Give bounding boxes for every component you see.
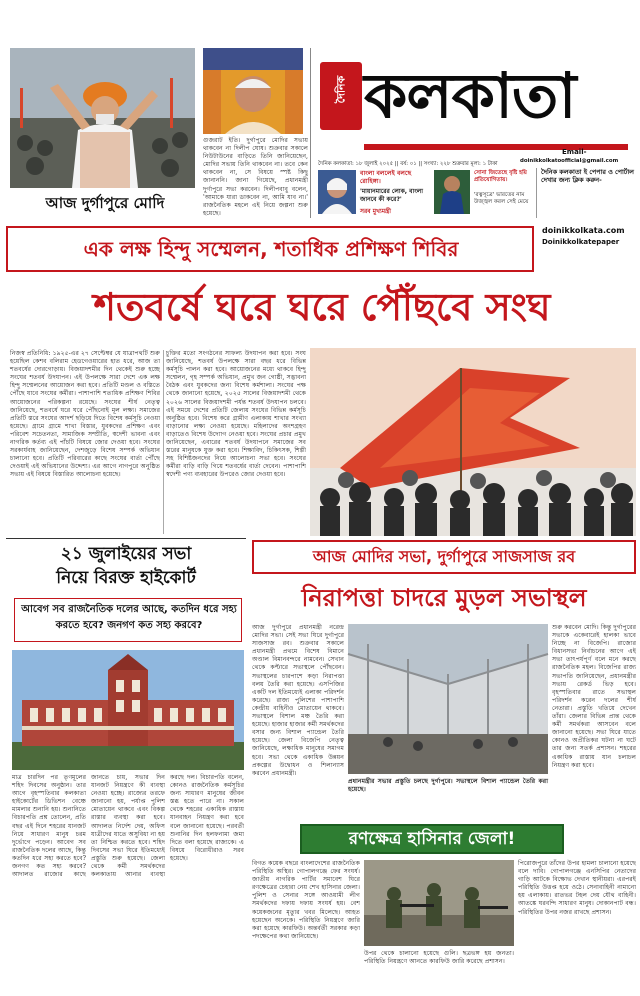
dilip-portrait-illustration — [203, 48, 303, 134]
hc-quote: আবেগ সব রাজনৈতিক দলের আছে, কতদিন ধরে সহ্য করতে হবে? জনগণ কত সহ্য করবে? — [21, 604, 237, 631]
pandal-illustration — [348, 624, 548, 774]
modi-body-left: আজ দুর্গাপুরে প্রধানমন্ত্রী নরেন্দ্র মোদির সভা। সেই সভা ঘিরে দুর্গাপুরে সাজসাজ রব। শুক্রবার সকালে প্রধানমন্ত্রী প্রথমে বিশেষ বিমানে অণ্ডাল বিমানবন্দরে নামবেন। সেখান থেকে কপ্টারে সভাস্থলে পৌঁছবেন। সভাস্থলের চারপাশে কড়া নিরাপত্তা বলয় তৈরি করা হয়েছে। এসপিজির একটি দল ইতিমধ্যেই এলাকা পরিদর্শন করেছে। রাজ্য পুলিশের পাশাপাশি কেন্দ্রীয় বাহিনীও মোতায়েন থাকবে। সভাস্থলে বিশাল মঞ্চ তৈরি করা হয়েছে। হাজার হাজার কর্মী সমর্থকদের বসার জন্য বিশাল প্যান্ডেল তৈরি হয়েছে। জেলা বিজেপি নেতৃত্ব জানিয়েছে, লক্ষাধিক মানুষের সমাগম হবে। সভা থেকে একাধিক উন্নয়ন প্রকল্পের উদ্বোধন ও শিলান্যাস করবেন প্রধানমন্ত্রী। — [252, 624, 344, 777]
modi-rally-photo — [10, 48, 195, 188]
brand-underline — [364, 144, 628, 150]
bd-col-3: পিরোজপুরে তাঁদের উপর হামলা চালানো হয়েছে বলে দাবি। গোপালগঞ্জে এনসিপির নেতাদের গাড়ি আটকে বিক্ষোভ দেখান স্থানীয়রা। এরপরই পরিস্থিতি উত্তপ্ত হয়ে ওঠে। সেনাবাহিনী নামানো হয় এলাকায়। রাতভর টহল দেয় যৌথ বাহিনী। আতঙ্কে ঘরবন্দি সাধারণ মানুষ। দোকানপাট বন্ধ। পরিস্থিতির উপর নজর রাখছে প্রশাসন। — [518, 860, 636, 916]
teaser-1-headline: বাংলা বললেই বলছে রোহিঙ্গা। — [360, 170, 412, 185]
dilip-ghosh-text: গুজরাট ইতি। দুর্গাপুরে মোদির সভায় থাকবেন না দিলীপ ঘোষ। শুক্রবার সকালে নিউটাউনের বাড়িতে তিনি জানিয়েছেন, মোদির সভায় তিনি থাকবেন না। তবে কেন থাকবেন না, সে বিষয়ে স্পষ্ট কিছু জানাননি। জানা গিয়েছে, প্রধানমন্ত্রী দুর্গাপুরে সভা করবেন। দিলীপবাবু বলেন, 'আমাকে যারা ডাকবেন না, আমি যাব না।' রাজনৈতিক মহলে এই নিয়ে জল্পনা শুরু হয়েছে। — [203, 137, 308, 217]
masthead — [316, 46, 634, 158]
sabha-pandal-photo — [348, 624, 548, 774]
modi-photo-caption: প্রধানমন্ত্রীর সভার প্রস্তুতি চলছে দুর্গাপুরে। সভাস্থলে বিশাল প্যান্ডেল তৈরি করা হয়েছে। — [348, 778, 548, 794]
teaser-1[interactable] — [318, 170, 430, 216]
modi-kicker: আজ মোদির সভা, দুর্গাপুরে সাজসাজ রব — [312, 547, 576, 566]
lead-col-sep — [163, 350, 164, 534]
teaser-2-headline: সোনা জিতেছে বৃষ্টি হয়ি প্রতিযোগিতায়। — [474, 170, 527, 184]
dilip-ghosh-photo — [203, 48, 303, 134]
lead-col-1: নিজস্ব প্রতিনিধি: ১৯২৫-এর ২৭ সেপ্টেম্বর যে যাত্রাপথটি শুরু হয়েছিল কেশব বলিরাম হেডগেওয়ারের হাত ধরে, আজ তা শতবর্ষের দোরগোড়ায়। বিজয়াদশমীর দিন থেকেই শুরু হচ্ছে সংঘের শতবর্ষ উদযাপন। এই উপলক্ষে সারা দেশে এক লক্ষ হিন্দু সম্মেলনের আয়োজন করা হবে। প্রতিটি মণ্ডল ও বস্তিতে পৌঁছে যাবে সংঘের কর্মীরা। পাশাপাশি শতাধিক প্রশিক্ষণ শিবির আয়োজনের পরিকল্পনা রয়েছে। সংঘের শীর্ষ নেতৃত্ব জানিয়েছে, শতবর্ষে ঘরে ঘরে পৌঁছনোই মূল লক্ষ্য। সমাজের প্রতিটি স্তরে সংঘের আদর্শ ছড়িয়ে দিতে বিশেষ কর্মসূচি নেওয়া হয়েছে। গ্রামে গ্রামে শাখা বিস্তার, যুবকদের প্রশিক্ষণ এবং পরিবেশ সচেতনতা, সামাজিক সম্প্রীতি, স্বদেশী ভাবনা এবং নাগরিক কর্তব্য এই পাঁচটি বিষয়ে জোর দেওয়া হবে। সংঘের সরকার্যবাহ জানিয়েছেন, দেশজুড়ে বিশেষ সম্পর্ক অভিযান চালানো হবে। প্রতিটি পরিবারের কাছে সংঘের বার্তা পৌঁছে দেওয়াই এই অভিযানের উদ্দেশ্য। এর আগে নাগপুরে অনুষ্ঠিত সভায় এই বিষয়ে বিস্তারিত আলোচনা হয়েছে। — [10, 350, 160, 479]
rss-crowd-illustration — [310, 348, 636, 536]
top-separator — [310, 48, 311, 218]
email-label: Email- — [562, 148, 587, 156]
teaser-2-quote: 'রত্নসূত্রে' ভারতের নাম উজ্জ্বল করল সেই মেয়ে — [474, 192, 529, 206]
email-address[interactable]: doinikkolkatoofficial@gmail.com — [520, 158, 619, 164]
dateline: দৈনিক কলকাতা: ১৮ জুলাই ২০২৫ || বর্ষ: ০১ || সংখ্যা: ২২৮ শুক্রবার মূল্য: ১ টাকা — [318, 161, 498, 167]
bd-clash-photo — [364, 860, 514, 946]
bd-col-1: বিগত কয়েক বছরে বাংলাদেশের রাজনৈতিক পরিস্থিতি অস্থির। গোপালগঞ্জে ফের সংঘর্ষ। জাতীয় নাগরিক পার্টির সমাবেশ ঘিরে রণক্ষেত্রের চেহারা নেয় শেখ হাসিনার জেলা। পুলিশ ও সেনার সঙ্গে আওয়ামী লীগ সমর্থকদের দফায় দফায় সংঘর্ষ হয়। বেশ কয়েকজনের মৃত্যুর খবর মিলেছে। আহত হয়েছেন অনেকে। পরিস্থিতি নিয়ন্ত্রণে জারি করা হয়েছে কারফিউ। অন্তর্বর্তী সরকার কড়া পদক্ষেপের কথা জানিয়েছে। — [252, 860, 360, 940]
bd-photo-caption: উপর থেকে চালানো হয়েছে গুলি। ছত্রভঙ্গ হয় জনতা। পরিস্থিতি নিয়ন্ত্রণে আনতে কারফিউ জারি করেছে প্রশাসন। — [364, 950, 514, 966]
lead-col-2: চুক্তির মতো সংগঠনের সাফল্য উদযাপন করা হবে। সংঘ জানিয়েছে, শতবর্ষ উপলক্ষে সারা বছর ধরে বিভিন্ন কর্মসূচি পালন করা হবে। আয়োজনের মধ্যে থাকবে হিন্দু সম্মেলন, গৃহ সম্পর্ক অভিযান, প্রমুখ জন গোষ্ঠী, সদ্ভাবনা বৈঠক এবং যুবকদের জন্য বিশেষ কর্মশালা। সংঘের পক্ষ থেকে জানানো হয়েছে, ২০২৫ সালের বিজয়াদশমী থেকে ২০২৬ সালের বিজয়াদশমী পর্যন্ত শতবর্ষ উদযাপন চলবে। এই সময়ে দেশের প্রতিটি জেলায় সংঘের বিভিন্ন কর্মসূচি অনুষ্ঠিত হবে। বিশেষ করে গ্রামীণ এলাকায় শাখার সংখ্যা বাড়ানোর লক্ষ্য নেওয়া হয়েছে। মহিলাদের অংশগ্রহণ বাড়াতেও বিশেষ উদ্যোগ নেওয়া হবে। সংঘের প্রচার প্রমুখ জানিয়েছেন, এবারের শতবর্ষ উদযাপনে সমাজের সব স্তরের মানুষকে যুক্ত করা হবে। শিক্ষাবিদ, চিকিৎসক, শিল্পী সহ বিশিষ্টজনদের নিয়ে আলোচনা সভা হবে। সংঘের কর্মীরা বাড়ি বাড়ি গিয়ে শতবর্ষের বার্তা দেবেন। পাশাপাশি স্বদেশী পণ্য ব্যবহারের উপরেও জোর দেওয়া হবে। — [166, 350, 306, 479]
website-link[interactable]: doinikkolkata.com — [542, 226, 625, 235]
athlete-photo — [434, 170, 470, 214]
clash-illustration — [364, 860, 514, 946]
hc-headline-2: নিয়ে বিরক্ত হাইকোর্ট — [56, 568, 196, 588]
high-court-photo — [12, 650, 244, 770]
modi-body-right: শুরু করবেন মোদি। কিন্তু দুর্গাপুরের সভাকে একেবারেই হালকা ভাবে নিচ্ছে না বিজেপি। রাজ্যের বিধানসভা নির্বাচনের আগে এই সভা তাৎপর্যপূর্ণ বলে মনে করছে রাজনৈতিক মহল। বিজেপির রাজ্য সভাপতি জানিয়েছেন, প্রধানমন্ত্রীর সভায় রেকর্ড ভিড় হবে। বৃহস্পতিবার রাতে সভাস্থল পরিদর্শন করেন দলের শীর্ষ নেতারা। প্রস্তুতি খতিয়ে দেখেন তাঁরা। জেলার বিভিন্ন প্রান্ত থেকে কর্মী সমর্থকরা আসবেন বলে জানানো হয়েছে। সভা ঘিরে যাতে কোনও অপ্রীতিকর ঘটনা না ঘটে তার জন্য সতর্ক প্রশাসন। শহরের একাধিক রাস্তায় যান চলাচল নিয়ন্ত্রণ করা হবে। — [552, 624, 636, 769]
teaser-1-quote: 'মায়ানমারের লোক, বাংলা জানবে কী করে?' — [360, 188, 424, 203]
modi-rally-illustration — [10, 48, 195, 188]
hc-top-rule — [6, 538, 246, 539]
promo-box — [536, 168, 636, 218]
top-left-caption: আজ দুর্গাপুরে মোদি — [45, 194, 165, 212]
teaser-2[interactable] — [434, 170, 530, 216]
rss-flag-photo — [310, 348, 636, 536]
hc-body: মাত্র চারদিন পর তৃণমূলের শহিদ দিবসের অনুষ্ঠান। তার আগে বৃহস্পতিবার কলকাতা হাইকোর্টের ডিভিশন বেঞ্চে মামলার শুনানি হয়। শুনানিতে বিচারপতি প্রশ্ন তোলেন, প্রতি বছর এই দিনে শহরের যানজট নিয়ে সাধারণ মানুষ চরম দুর্ভোগে পড়েন। আবেগ সব রাজনৈতিক দলের আছে, কিন্তু কতদিন ধরে সহ্য করতে হবে? জনগণ কত সহ্য করবে? আদালত রাজ্যের কাছে জানতে চায়, সভার দিন যানজট নিয়ন্ত্রণে কী ব্যবস্থা নেওয়া হচ্ছে। রাজ্যের তরফে জানানো হয়, পর্যাপ্ত পুলিশ মোতায়েন থাকবে এবং বিকল্প রাস্তার ব্যবস্থা করা হবে। আদালত নির্দেশ দেয়, অফিস যাত্রীদের যাতে অসুবিধা না হয় তা নিশ্চিত করতে হবে। শহিদ দিবসের সভা ঘিরে ইতিমধ্যেই প্রস্তুতি শুরু হয়েছে। জেলা থেকে কর্মী সমর্থকদের কলকাতায় আনার ব্যবস্থা করছে দল। বিচারপতি বলেন, কোনও রাজনৈতিক কর্মসূচির জন্য সাধারণ মানুষের জীবন স্তব্ধ হতে পারে না। সকাল থেকে শহরের একাধিক রাস্তায় যানবাহন নিয়ন্ত্রণ করা হবে বলে জানানো হয়েছে। পরবর্তী শুনানির দিন হলফনামা জমা দিতে বলা হয়েছে রাজ্যকে। এ বিষয়ে বিরোধীরাও সরব হয়েছে। — [12, 774, 244, 879]
hc-headline-1: ২১ জুলাইয়ের সভা — [60, 544, 192, 564]
lead-kicker: এক লক্ষ হিন্দু সম্মেলন, শতাধিক প্রশিক্ষণ শিবির — [83, 237, 459, 261]
mamata-photo — [318, 170, 356, 214]
modi-headline: নিরাপত্তা চাদরে মুড়ল সভাস্থল — [301, 584, 587, 612]
teaser-1-byline: সরব মুখ্যমন্ত্রী — [360, 208, 391, 215]
promo-text: দৈনিক কলকাতা ই পেপার ও পোর্টাল দেখার জন্য ক্লিক করুন- — [541, 168, 634, 185]
high-court-illustration — [12, 650, 244, 770]
brand-prefix: দৈনিক — [334, 75, 348, 104]
brand-name[interactable]: কলকাতা — [364, 59, 576, 132]
lead-headline: শতবর্ষে ঘরে ঘরে পৌঁছবে সংঘ — [93, 285, 551, 329]
epaper-link[interactable]: Doinikkolkatepaper — [542, 238, 620, 246]
bd-headline: রণক্ষেত্র হাসিনার জেলা! — [348, 829, 516, 849]
